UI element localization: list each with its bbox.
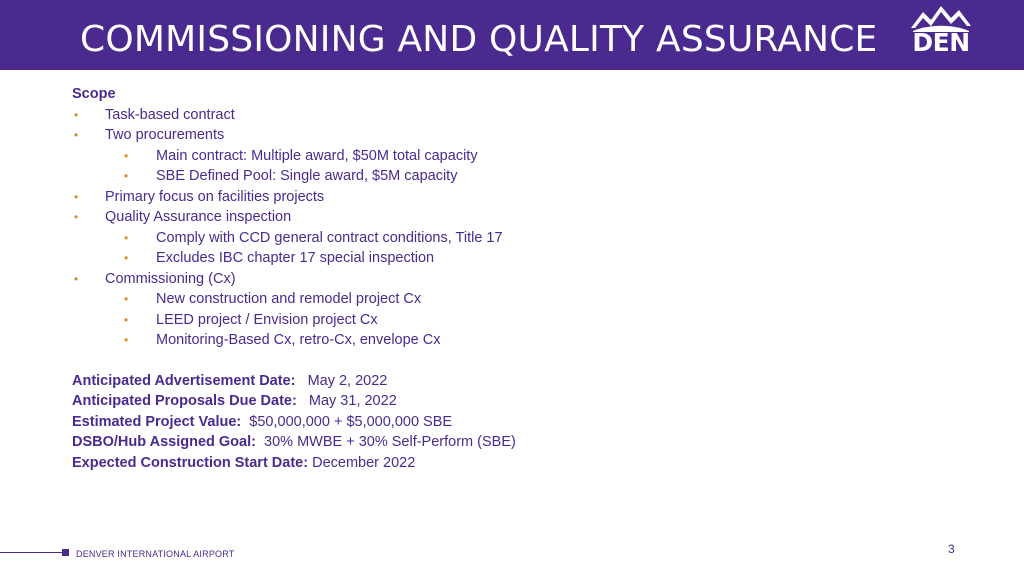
list-item: • Task-based contract bbox=[72, 105, 772, 126]
bullet-icon: • bbox=[74, 210, 79, 224]
detail-advertisement-date: Anticipated Advertisement Date: May 2, 2022 bbox=[72, 372, 388, 389]
slide-title: COMMISSIONING AND QUALITY ASSURANCE bbox=[80, 19, 878, 60]
slide-body bbox=[72, 84, 772, 473]
bullet-icon: • bbox=[124, 169, 129, 183]
list-item: • Primary focus on facilities projects bbox=[72, 187, 772, 208]
bullet-icon: • bbox=[124, 148, 129, 163]
title-bar bbox=[0, 0, 1024, 70]
detail-assigned-goal: DSBO/Hub Assigned Goal: 30% MWBE + 30% Self-Perform (SBE) bbox=[72, 434, 516, 450]
bullet-icon: • bbox=[124, 333, 129, 347]
footer-square-icon bbox=[62, 549, 69, 556]
scope-heading: Scope bbox=[72, 86, 116, 102]
list-item: • Commissioning (Cx) bbox=[72, 269, 772, 290]
footer-divider bbox=[0, 552, 66, 553]
bullet-icon: • bbox=[74, 107, 79, 122]
bullet-icon: • bbox=[124, 292, 129, 306]
project-details bbox=[72, 371, 772, 474]
list-item: • LEED project / Envision project Cx bbox=[72, 310, 772, 331]
detail-proposals-due-date: Anticipated Proposals Due Date: May 31, 2022 bbox=[72, 393, 397, 409]
bullet-icon: • bbox=[74, 271, 79, 286]
list-item: • Two procurements bbox=[72, 125, 772, 146]
list-item: • Quality Assurance inspection bbox=[72, 207, 772, 228]
bullet-icon: • bbox=[74, 189, 79, 204]
list-item: • Main contract: Multiple award, $50M total capacity bbox=[72, 146, 772, 167]
list-item: • New construction and remodel project Cx bbox=[72, 289, 772, 310]
den-logo bbox=[905, 0, 977, 70]
list-item: • Monitoring-Based Cx, retro-Cx, envelope Cx bbox=[72, 330, 772, 351]
logo-text: DEN bbox=[912, 28, 970, 57]
bullet-icon: • bbox=[124, 230, 129, 245]
list-item: • SBE Defined Pool: Single award, $5M capacity bbox=[72, 166, 772, 187]
detail-project-value: Estimated Project Value: $50,000,000 + $5,000,000 SBE bbox=[72, 413, 453, 430]
page-number: 3 bbox=[948, 542, 955, 556]
bullet-icon: • bbox=[74, 128, 79, 142]
list-item: • Comply with CCD general contract conditions, Title 17 bbox=[72, 228, 772, 249]
bullet-icon: • bbox=[124, 251, 129, 265]
scope-list bbox=[72, 105, 772, 351]
footer-organization: DENVER INTERNATIONAL AIRPORT bbox=[76, 549, 235, 559]
detail-construction-start: Expected Construction Start Date: December 2022 bbox=[72, 454, 416, 471]
list-item: • Excludes IBC chapter 17 special inspection bbox=[72, 248, 772, 269]
bullet-icon: • bbox=[124, 312, 129, 327]
